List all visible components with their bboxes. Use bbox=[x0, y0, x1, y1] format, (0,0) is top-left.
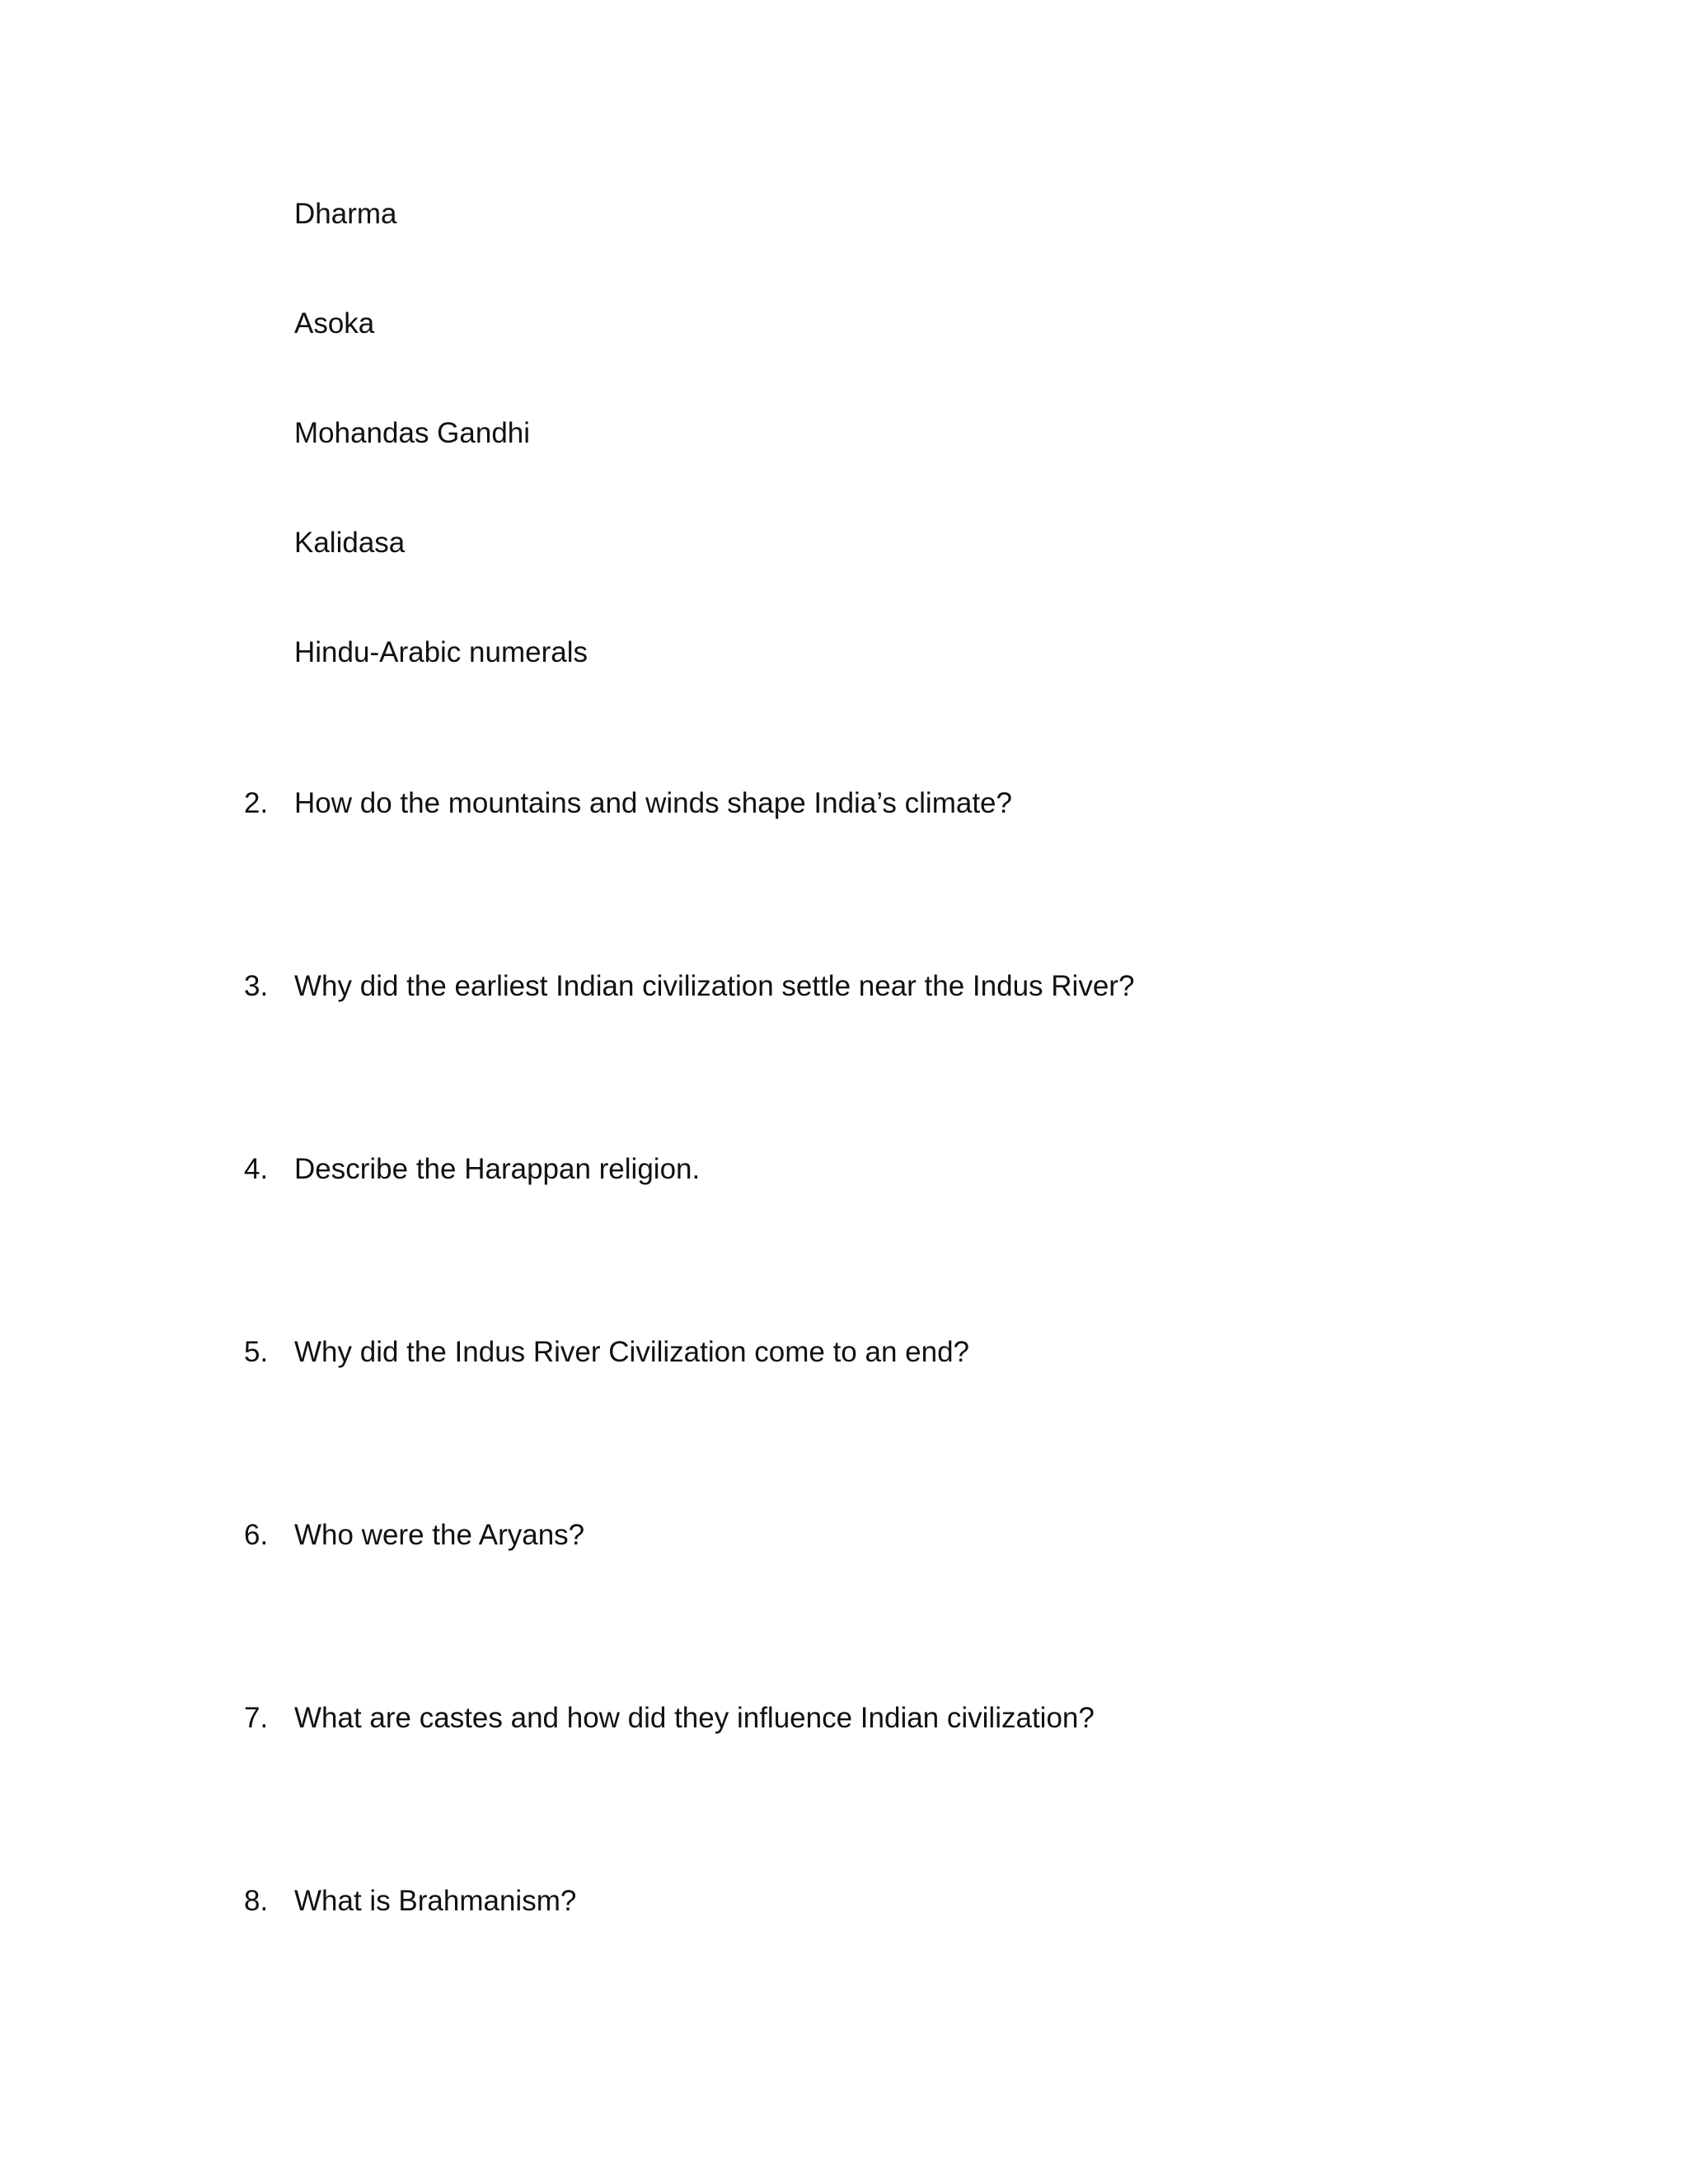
question-number: 7. bbox=[244, 1702, 269, 1734]
question-item bbox=[244, 970, 1134, 1003]
term-item: Kalidasa bbox=[294, 527, 406, 559]
term-item: Asoka bbox=[294, 307, 375, 340]
term-item: Dharma bbox=[294, 198, 397, 230]
question-item bbox=[244, 1519, 584, 1552]
question-text: What is Brahmanism? bbox=[294, 1885, 577, 1917]
term-item: Hindu-Arabic numerals bbox=[294, 636, 588, 668]
question-item bbox=[244, 787, 1012, 820]
question-text: Who were the Aryans? bbox=[294, 1519, 585, 1551]
question-text: Why did the Indus River Civilization come to an end? bbox=[294, 1336, 970, 1368]
question-item bbox=[244, 1336, 969, 1369]
question-text: What are castes and how did they influence Indian civilization? bbox=[294, 1702, 1095, 1734]
question-text: Why did the earliest Indian civilization settle near the Indus River? bbox=[294, 970, 1135, 1002]
question-item bbox=[244, 1702, 1095, 1735]
question-number: 8. bbox=[244, 1885, 269, 1917]
question-number: 3. bbox=[244, 970, 269, 1002]
question-text: How do the mountains and winds shape India’s climate? bbox=[294, 787, 1012, 819]
question-text: Describe the Harappan religion. bbox=[294, 1153, 701, 1185]
question-item bbox=[244, 1153, 700, 1186]
question-item bbox=[244, 1885, 576, 1918]
question-number: 6. bbox=[244, 1519, 269, 1551]
question-number: 2. bbox=[244, 787, 269, 819]
term-item: Mohandas Gandhi bbox=[294, 417, 531, 449]
question-number: 5. bbox=[244, 1336, 269, 1368]
question-number: 4. bbox=[244, 1153, 269, 1185]
